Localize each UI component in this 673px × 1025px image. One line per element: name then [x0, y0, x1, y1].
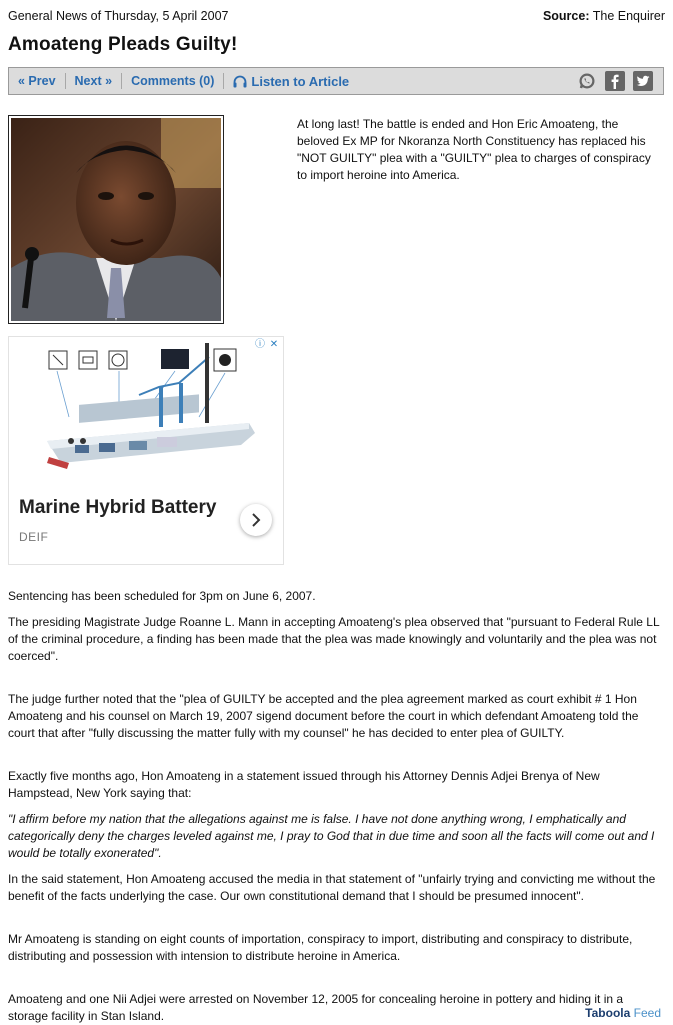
- comments-link[interactable]: Comments (0): [131, 74, 215, 88]
- article-body: [8, 588, 665, 1025]
- listen-label: Listen to Article: [251, 73, 350, 89]
- paragraph: In the said statement, Hon Amoateng accused the media in that statement of "unfairly trying and convicting me without the benefit of the facts underlying the case. Our own constitutional demand that I should be presumed innocent".: [8, 872, 656, 903]
- quote-paragraph: "I affirm before my nation that the allegations against me is false. I have not done anything wrong, I emphatically and categorically deny the charges leveled against me, I pray to God that in due time and soon all the facts will come out and I would be totally exonerated".: [8, 812, 655, 860]
- article-meta: [8, 9, 665, 25]
- paragraph: Exactly five months ago, Hon Amoateng in a statement issued through his Attorney Dennis Adjei Brenya of New Hampstead, New York saying that:: [8, 769, 600, 800]
- close-icon[interactable]: ✕: [269, 339, 279, 350]
- ad-image: [9, 337, 283, 485]
- article-title: Amoateng Pleads Guilty!: [8, 34, 238, 55]
- sponsored-ad[interactable]: [8, 336, 284, 565]
- taboola-logo: Taboola: [585, 1006, 631, 1020]
- portrait-image: [11, 118, 221, 321]
- ad-choices: [254, 339, 280, 351]
- dateline: General News of Thursday, 5 April 2007: [8, 9, 229, 23]
- source-value: The Enquirer: [592, 9, 665, 23]
- toolbar-nav: [9, 68, 358, 94]
- article-toolbar: [8, 67, 664, 95]
- source: [543, 9, 665, 23]
- info-icon[interactable]: ⓘ: [255, 339, 265, 350]
- whatsapp-icon[interactable]: [577, 71, 597, 91]
- paragraph: Sentencing has been scheduled for 3pm on June 6, 2007.: [8, 589, 316, 603]
- ad-arrow-button[interactable]: [240, 504, 272, 536]
- twitter-icon[interactable]: [633, 71, 653, 91]
- source-label: Source:: [542, 9, 590, 23]
- share-buttons: [577, 71, 653, 91]
- taboola-feed-text: Feed: [633, 1006, 661, 1020]
- paragraph: Amoateng and one Nii Adjei were arrested on November 12, 2005 for concealing heroine in pottery and hiding it in a storage facility in Stan Island.: [8, 992, 624, 1023]
- ad-brand: DEIF: [19, 530, 49, 544]
- chevron-right-icon: [250, 513, 262, 527]
- listen-to-article-button[interactable]: [224, 68, 358, 94]
- headphones-icon: [233, 75, 247, 88]
- paragraph: The presiding Magistrate Judge Roanne L. Mann in accepting Amoateng's plea observed that "pursuant to Federal Rule LL of the criminal procedure, a finding has been made that the plea was made knowingly and voluntarily and the plea was not coerced".: [8, 615, 660, 663]
- ad-headline[interactable]: Marine Hybrid Battery: [19, 497, 217, 518]
- facebook-icon[interactable]: [605, 71, 625, 91]
- taboola-feed-label[interactable]: [585, 1006, 661, 1020]
- next-link[interactable]: Next »: [74, 74, 113, 88]
- prev-link[interactable]: « Prev: [18, 74, 56, 88]
- article-photo: [8, 115, 224, 324]
- paragraph: The judge further noted that the "plea of GUILTY be accepted and the plea agreement marked as court exhibit # 1 Hon Amoateng and his counsel on March 19, 2007 sigend document before the court in which defendant Amoateng told the court that after "fully discussing the matter fully with my counsel" he has decided to enter plea of GUILTY.: [8, 692, 639, 740]
- article-intro: At long last! The battle is ended and Hon Eric Amoateng, the beloved Ex MP for Nkoranza North Constituency has replaced his "NOT GUILTY" plea with a "GUILTY" plea to charges of conspiracy to import heroine into America.: [297, 117, 651, 182]
- paragraph: Mr Amoateng is standing on eight counts of importation, conspiracy to import, distributing and conspiracy to distribute, distributing and possession with intension to distribute heroine in America.: [8, 932, 633, 963]
